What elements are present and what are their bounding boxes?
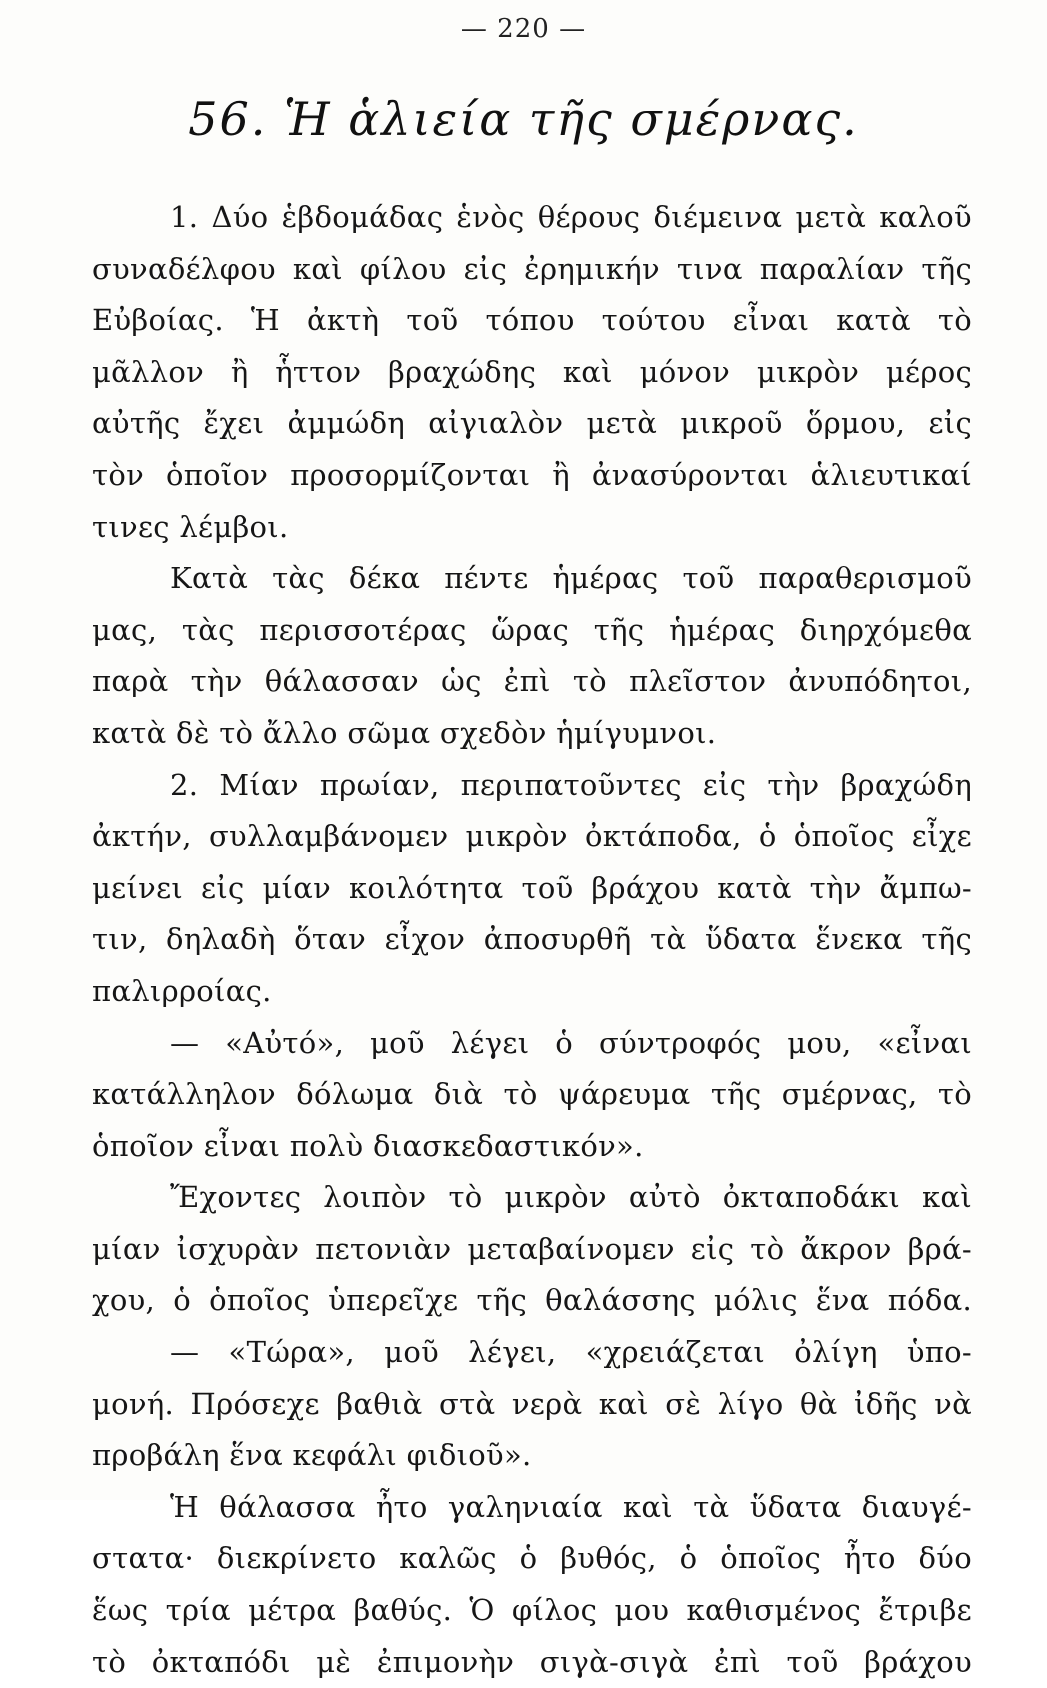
page-number: — 220 —	[460, 14, 587, 44]
text-line: Ἔχοντες λοιπὸν τὸ μικρὸν αὐτὸ ὀκταποδάκι καὶ	[170, 1180, 972, 1215]
text-line: συναδέλφου καὶ φίλου εἰς ἐρημικήν τινα παραλίαν τῆς	[92, 251, 972, 286]
text-line: Εὐβοίας. Ἡ ἀκτὴ τοῦ τόπου τούτου εἶναι κατὰ τὸ	[92, 303, 972, 338]
text-line: — «Τώρα», μοῦ λέγει, «χρειάζεται ὀλίγη ὑπο-	[170, 1335, 972, 1370]
text-line: μᾶλλον ἢ ἧττον βραχώδης καὶ μόνον μικρὸν μέρος	[92, 354, 972, 389]
text-line: — «Αὐτό», μοῦ λέγει ὁ σύντροφός μου, «εἶναι	[170, 1025, 972, 1060]
text-line: κατὰ δὲ τὸ ἄλλο σῶμα σχεδὸν ἡμίγυμνοι.	[92, 715, 717, 750]
text-line: τὸ ὀκταπόδι μὲ ἐπιμονὴν σιγὰ-σιγὰ ἐπὶ τοῦ βράχου	[92, 1644, 972, 1679]
text-line: 1. Δύο ἑβδομάδας ἑνὸς θέρους διέμεινα μετὰ καλοῦ	[170, 200, 972, 234]
text-line: στατα· διεκρίνετο καλῶς ὁ βυθός, ὁ ὁποῖος ἦτο δύο	[92, 1541, 972, 1576]
text-line: προβάλη ἕνα κεφάλι φιδιοῦ».	[92, 1438, 532, 1473]
text-line: ἕως τρία μέτρα βαθύς. Ὁ φίλος μου καθισμένος ἔτριβε	[92, 1593, 972, 1628]
text-line: τινες λέμβοι.	[92, 509, 289, 544]
text-line: 2. Μίαν πρωίαν, περιπατοῦντες εἰς τὴν βραχώδη	[170, 767, 972, 802]
text-line: μονή. Πρόσεχε βαθιὰ στὰ νερὰ καὶ σὲ λίγο θὰ ἰδῆς νὰ	[92, 1386, 972, 1421]
text-line: αὐτῆς ἔχει ἀμμώδη αἰγιαλὸν μετὰ μικροῦ ὅρμου, εἰς	[92, 406, 972, 441]
text-line: ἀκτήν, συλλαμβάνομεν μικρὸν ὀκτάποδα, ὁ ὁποῖος εἶχε	[92, 819, 972, 854]
text-line: Κατὰ τὰς δέκα πέντε ἡμέρας τοῦ παραθερισμοῦ	[170, 561, 972, 596]
text-line: μείνει εἰς μίαν κοιλότητα τοῦ βράχου κατὰ τὴν ἄμπω-	[92, 870, 972, 905]
text-line: Ἡ θάλασσα ἦτο γαληνιαία καὶ τὰ ὕδατα διαυγέ-	[170, 1489, 972, 1524]
text-line: κατάλληλον δόλωμα διὰ τὸ ψάρευμα τῆς σμέρνας, τὸ	[92, 1077, 972, 1112]
text-line: χου, ὁ ὁποῖος ὑπερεῖχε τῆς θαλάσσης μόλις ἕνα πόδα.	[92, 1283, 972, 1318]
text-line: μας, τὰς περισσοτέρας ὥρας τῆς ἡμέρας διηρχόμεθα	[92, 612, 972, 647]
text-line: παρὰ τὴν θάλασσαν ὡς ἐπὶ τὸ πλεῖστον ἀνυπόδητοι,	[92, 664, 972, 699]
body-text	[92, 192, 972, 1688]
chapter-title: 56. Ἡ ἁλιεία τῆς σμέρνας.	[188, 92, 859, 146]
text-line: τιν, δηλαδὴ ὅταν εἶχον ἀποσυρθῆ τὰ ὕδατα ἕνεκα τῆς	[92, 922, 972, 957]
text-line: ὁποῖον εἶναι πολὺ διασκεδαστικόν».	[92, 1128, 644, 1163]
text-line: μίαν ἰσχυρὰν πετονιὰν μεταβαίνομεν εἰς τὸ ἄκρον βρά-	[92, 1231, 972, 1266]
text-line: παλιρροίας.	[92, 973, 272, 1008]
text-line: τὸν ὁποῖον προσορμίζονται ἢ ἀνασύρονται ἁλιευτικαί	[92, 457, 972, 492]
